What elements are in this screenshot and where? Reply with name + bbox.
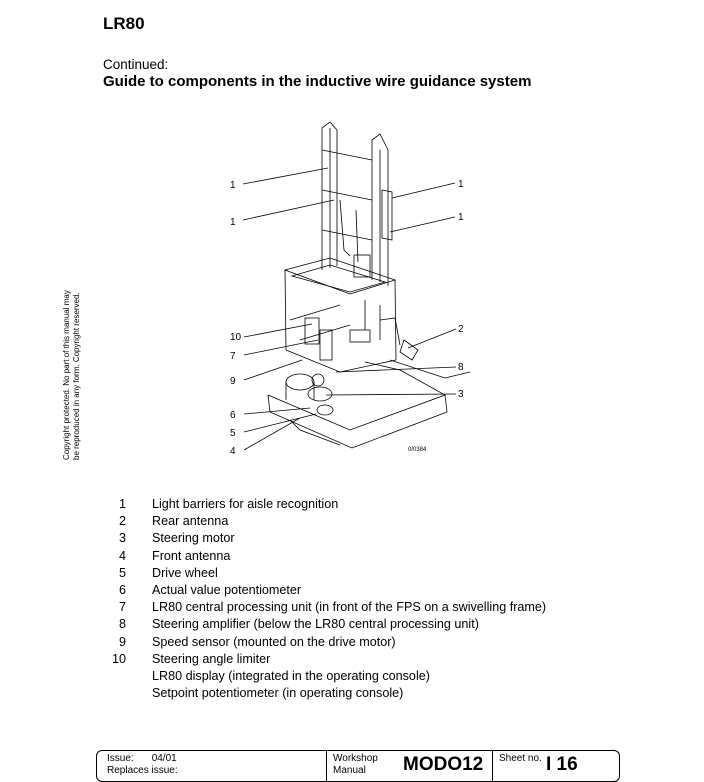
legend-row bbox=[108, 496, 546, 513]
figure-ref: 0/0384 bbox=[408, 447, 427, 453]
legend-text: Rear antenna bbox=[152, 514, 229, 529]
callout-left-1b: 1 bbox=[230, 217, 236, 228]
legend-row bbox=[108, 616, 546, 633]
sheet-label: Sheet no. bbox=[499, 753, 542, 764]
legend-num bbox=[108, 685, 126, 702]
callout-left-5: 5 bbox=[230, 428, 236, 439]
footer-divider bbox=[492, 751, 493, 781]
copyright-notice: Copyright protected. No part of this manual may be reproduced in any form. Copyright reserved. bbox=[62, 290, 81, 460]
component-legend bbox=[108, 496, 546, 702]
legend-row bbox=[108, 599, 546, 616]
legend-text: Speed sensor (mounted on the drive motor) bbox=[152, 634, 396, 649]
legend-num: 2 bbox=[118, 514, 126, 529]
manual-code: MODO12 bbox=[403, 754, 484, 775]
callout-left-10: 10 bbox=[230, 332, 242, 343]
legend-num: 6 bbox=[118, 582, 126, 597]
legend-num: 4 bbox=[118, 548, 126, 563]
legend-text: Setpoint potentiometer (in operating console) bbox=[152, 686, 404, 701]
callout-right-1b: 1 bbox=[458, 212, 464, 223]
workshop-line2: Manual bbox=[333, 765, 366, 776]
footer-box bbox=[96, 750, 620, 782]
legend-num: 10 bbox=[111, 651, 126, 666]
legend-text: LR80 central processing unit (in front of the FPS on a swivelling frame) bbox=[152, 600, 547, 615]
legend-text: Actual value potentiometer bbox=[152, 582, 302, 597]
workshop-line1: Workshop bbox=[333, 753, 378, 764]
workshop-block bbox=[333, 753, 378, 777]
issue-value: 04/01 bbox=[151, 753, 177, 764]
legend-text: Front antenna bbox=[152, 548, 231, 563]
legend-row bbox=[108, 513, 546, 530]
legend-num: 3 bbox=[118, 531, 126, 546]
legend-text: LR80 display (integrated in the operating console) bbox=[152, 668, 430, 683]
legend-text: Steering motor bbox=[152, 531, 235, 546]
callout-left-4: 4 bbox=[230, 446, 236, 457]
callout-left-6: 6 bbox=[230, 410, 236, 421]
callout-right-2: 2 bbox=[458, 324, 464, 335]
callout-right-1a: 1 bbox=[458, 179, 464, 190]
callout-left-9: 9 bbox=[230, 376, 236, 387]
continued-label: Continued: bbox=[103, 57, 169, 72]
callout-right-3: 3 bbox=[458, 389, 464, 400]
legend-row bbox=[108, 651, 546, 668]
model-title: LR80 bbox=[103, 14, 145, 33]
legend-text: Drive wheel bbox=[152, 565, 218, 580]
sheet-number: I 16 bbox=[546, 754, 578, 775]
callout-left-1a: 1 bbox=[230, 180, 236, 191]
legend-row bbox=[108, 634, 546, 651]
legend-num: 7 bbox=[118, 600, 126, 615]
legend-row bbox=[108, 548, 546, 565]
replaces-label: Replaces issue: bbox=[107, 765, 178, 776]
issue-block bbox=[107, 753, 178, 777]
legend-num: 9 bbox=[118, 634, 126, 649]
legend-num: 8 bbox=[118, 617, 126, 632]
legend-num: 5 bbox=[118, 565, 126, 580]
footer-divider bbox=[326, 751, 327, 781]
legend-row bbox=[108, 530, 546, 547]
legend-row bbox=[108, 565, 546, 582]
legend-text: Steering amplifier (below the LR80 central processing unit) bbox=[152, 617, 479, 632]
callout-left-7: 7 bbox=[230, 351, 236, 362]
legend-text: Light barriers for aisle recognition bbox=[152, 497, 339, 511]
legend-row bbox=[108, 582, 546, 599]
legend-num: 1 bbox=[118, 497, 126, 511]
page-title: Guide to components in the inductive wire guidance system bbox=[103, 73, 532, 90]
callout-right-8: 8 bbox=[458, 362, 464, 373]
legend-num bbox=[108, 668, 126, 685]
issue-label: Issue: bbox=[107, 753, 134, 764]
legend-row bbox=[108, 668, 546, 685]
legend-text: Steering angle limiter bbox=[152, 651, 271, 666]
legend-row bbox=[108, 685, 546, 702]
